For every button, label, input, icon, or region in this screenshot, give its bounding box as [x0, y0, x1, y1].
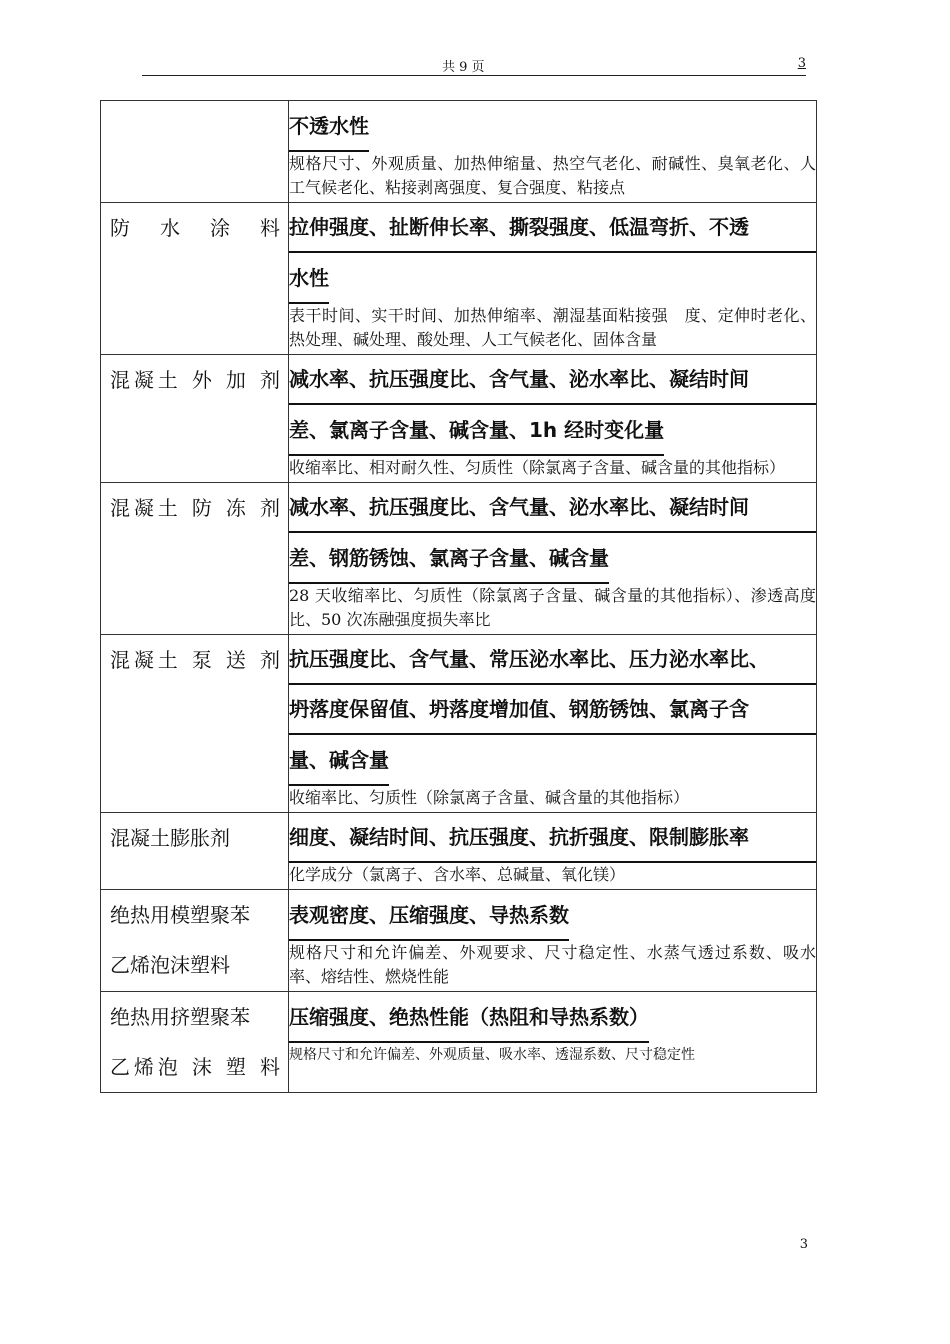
table-row [101, 813, 817, 890]
requirements-cell [289, 890, 817, 992]
material-name-cell [101, 992, 289, 1093]
sub-requirements: 规格尺寸和允许偏差、外观质量、吸水率、透湿系数、尺寸稳定性 [289, 1047, 695, 1063]
main-req-line: 表观密度、压缩强度、导热系数 [289, 891, 569, 941]
sub-requirements: 规格尺寸、外观质量、加热伸缩量、热空气老化、耐碱性、臭氧老化、人工气候老化、粘接剥离强度、复合强度、粘接点 [289, 154, 816, 197]
material-name: 防 水 涂 料 [110, 216, 280, 240]
material-name: 乙烯泡沫塑料 [110, 953, 230, 977]
main-req-line: 量、碱含量 [289, 736, 389, 786]
main-req-line: 减水率、抗压强度比、含气量、泌水率比、凝结时间 [289, 483, 816, 533]
main-req-line: 细度、凝结时间、抗压强度、抗折强度、限制膨胀率 [289, 813, 816, 863]
main-requirements [289, 992, 816, 1043]
sub-requirements: 收缩率比、相对耐久性、匀质性（除氯离子含量、碱含量的其他指标） [289, 458, 786, 477]
page-header [142, 56, 806, 76]
main-req-line: 差、氯离子含量、碱含量、1h 经时变化量 [289, 406, 664, 456]
material-name: 绝热用模塑聚苯 [110, 903, 250, 927]
material-name-cell [101, 483, 289, 635]
material-name-cell [101, 635, 289, 813]
material-name-cell [101, 890, 289, 992]
material-name: 混凝土膨胀剂 [110, 826, 230, 850]
sub-requirements: 表干时间、实干时间、加热伸缩率、潮湿基面粘接强 度、定伸时老化、热处理、碱处理、酸处理、人工气候老化、固体含量 [289, 306, 816, 349]
table-row [101, 890, 817, 992]
main-requirements [289, 483, 816, 584]
table-row [101, 101, 817, 203]
material-name-cell [101, 203, 289, 355]
material-name-cell [101, 813, 289, 890]
footer-page-number: 3 [799, 1237, 808, 1252]
requirements-cell [289, 483, 817, 635]
sub-requirements: 规格尺寸和允许偏差、外观要求、尺寸稳定性、水蒸气透过系数、吸水率、熔结性、燃烧性能 [289, 943, 816, 986]
material-name-cell [101, 101, 289, 203]
table-row [101, 203, 817, 355]
material-name: 混凝土 防 冻 剂 [110, 496, 280, 520]
table-row [101, 992, 817, 1093]
sub-requirements: 收缩率比、匀质性（除氯离子含量、碱含量的其他指标） [289, 788, 690, 807]
material-name: 混凝土 泵 送 剂 [110, 648, 280, 672]
main-requirements [289, 101, 816, 152]
main-requirements [289, 635, 816, 786]
material-name: 绝热用挤塑聚苯 [110, 1005, 250, 1029]
requirements-cell [289, 355, 817, 483]
requirements-cell [289, 203, 817, 355]
spec-table [100, 100, 817, 1093]
table-row [101, 635, 817, 813]
sub-requirements: 化学成分（氯离子、含水率、总碱量、氧化镁） [289, 865, 626, 884]
main-requirements [289, 355, 816, 456]
total-pages-label: 共 9 页 [442, 60, 485, 75]
material-name-cell [101, 355, 289, 483]
material-name: 混凝土 外 加 剂 [110, 368, 280, 392]
main-req-line: 不透水性 [289, 102, 369, 152]
requirements-cell [289, 992, 817, 1093]
main-requirements [289, 890, 816, 941]
main-req-line: 减水率、抗压强度比、含气量、泌水率比、凝结时间 [289, 355, 816, 405]
header-rule [142, 75, 806, 76]
main-req-line: 抗压强度比、含气量、常压泌水率比、压力泌水率比、 [289, 635, 816, 685]
table-row [101, 483, 817, 635]
main-req-line: 坍落度保留值、坍落度增加值、钢筋锈蚀、氯离子含 [289, 685, 816, 735]
sub-requirements: 28 天收缩率比、匀质性（除氯离子含量、碱含量的其他指标）、渗透高度比、50 次冻融强度损失率比 [289, 586, 816, 629]
main-req-line: 拉伸强度、扯断伸长率、撕裂强度、低温弯折、不透 [289, 203, 816, 253]
requirements-cell [289, 101, 817, 203]
requirements-cell [289, 813, 817, 890]
main-req-line: 压缩强度、绝热性能（热阻和导热系数） [289, 993, 649, 1043]
main-req-line: 水性 [289, 254, 329, 304]
main-requirements [289, 203, 816, 304]
main-req-line: 差、钢筋锈蚀、氯离子含量、碱含量 [289, 534, 609, 584]
header-page-number: 3 [797, 56, 806, 71]
material-name: 乙烯泡 沫 塑 料 [110, 1055, 280, 1079]
table-row [101, 355, 817, 483]
main-requirements [289, 813, 816, 863]
requirements-cell [289, 635, 817, 813]
